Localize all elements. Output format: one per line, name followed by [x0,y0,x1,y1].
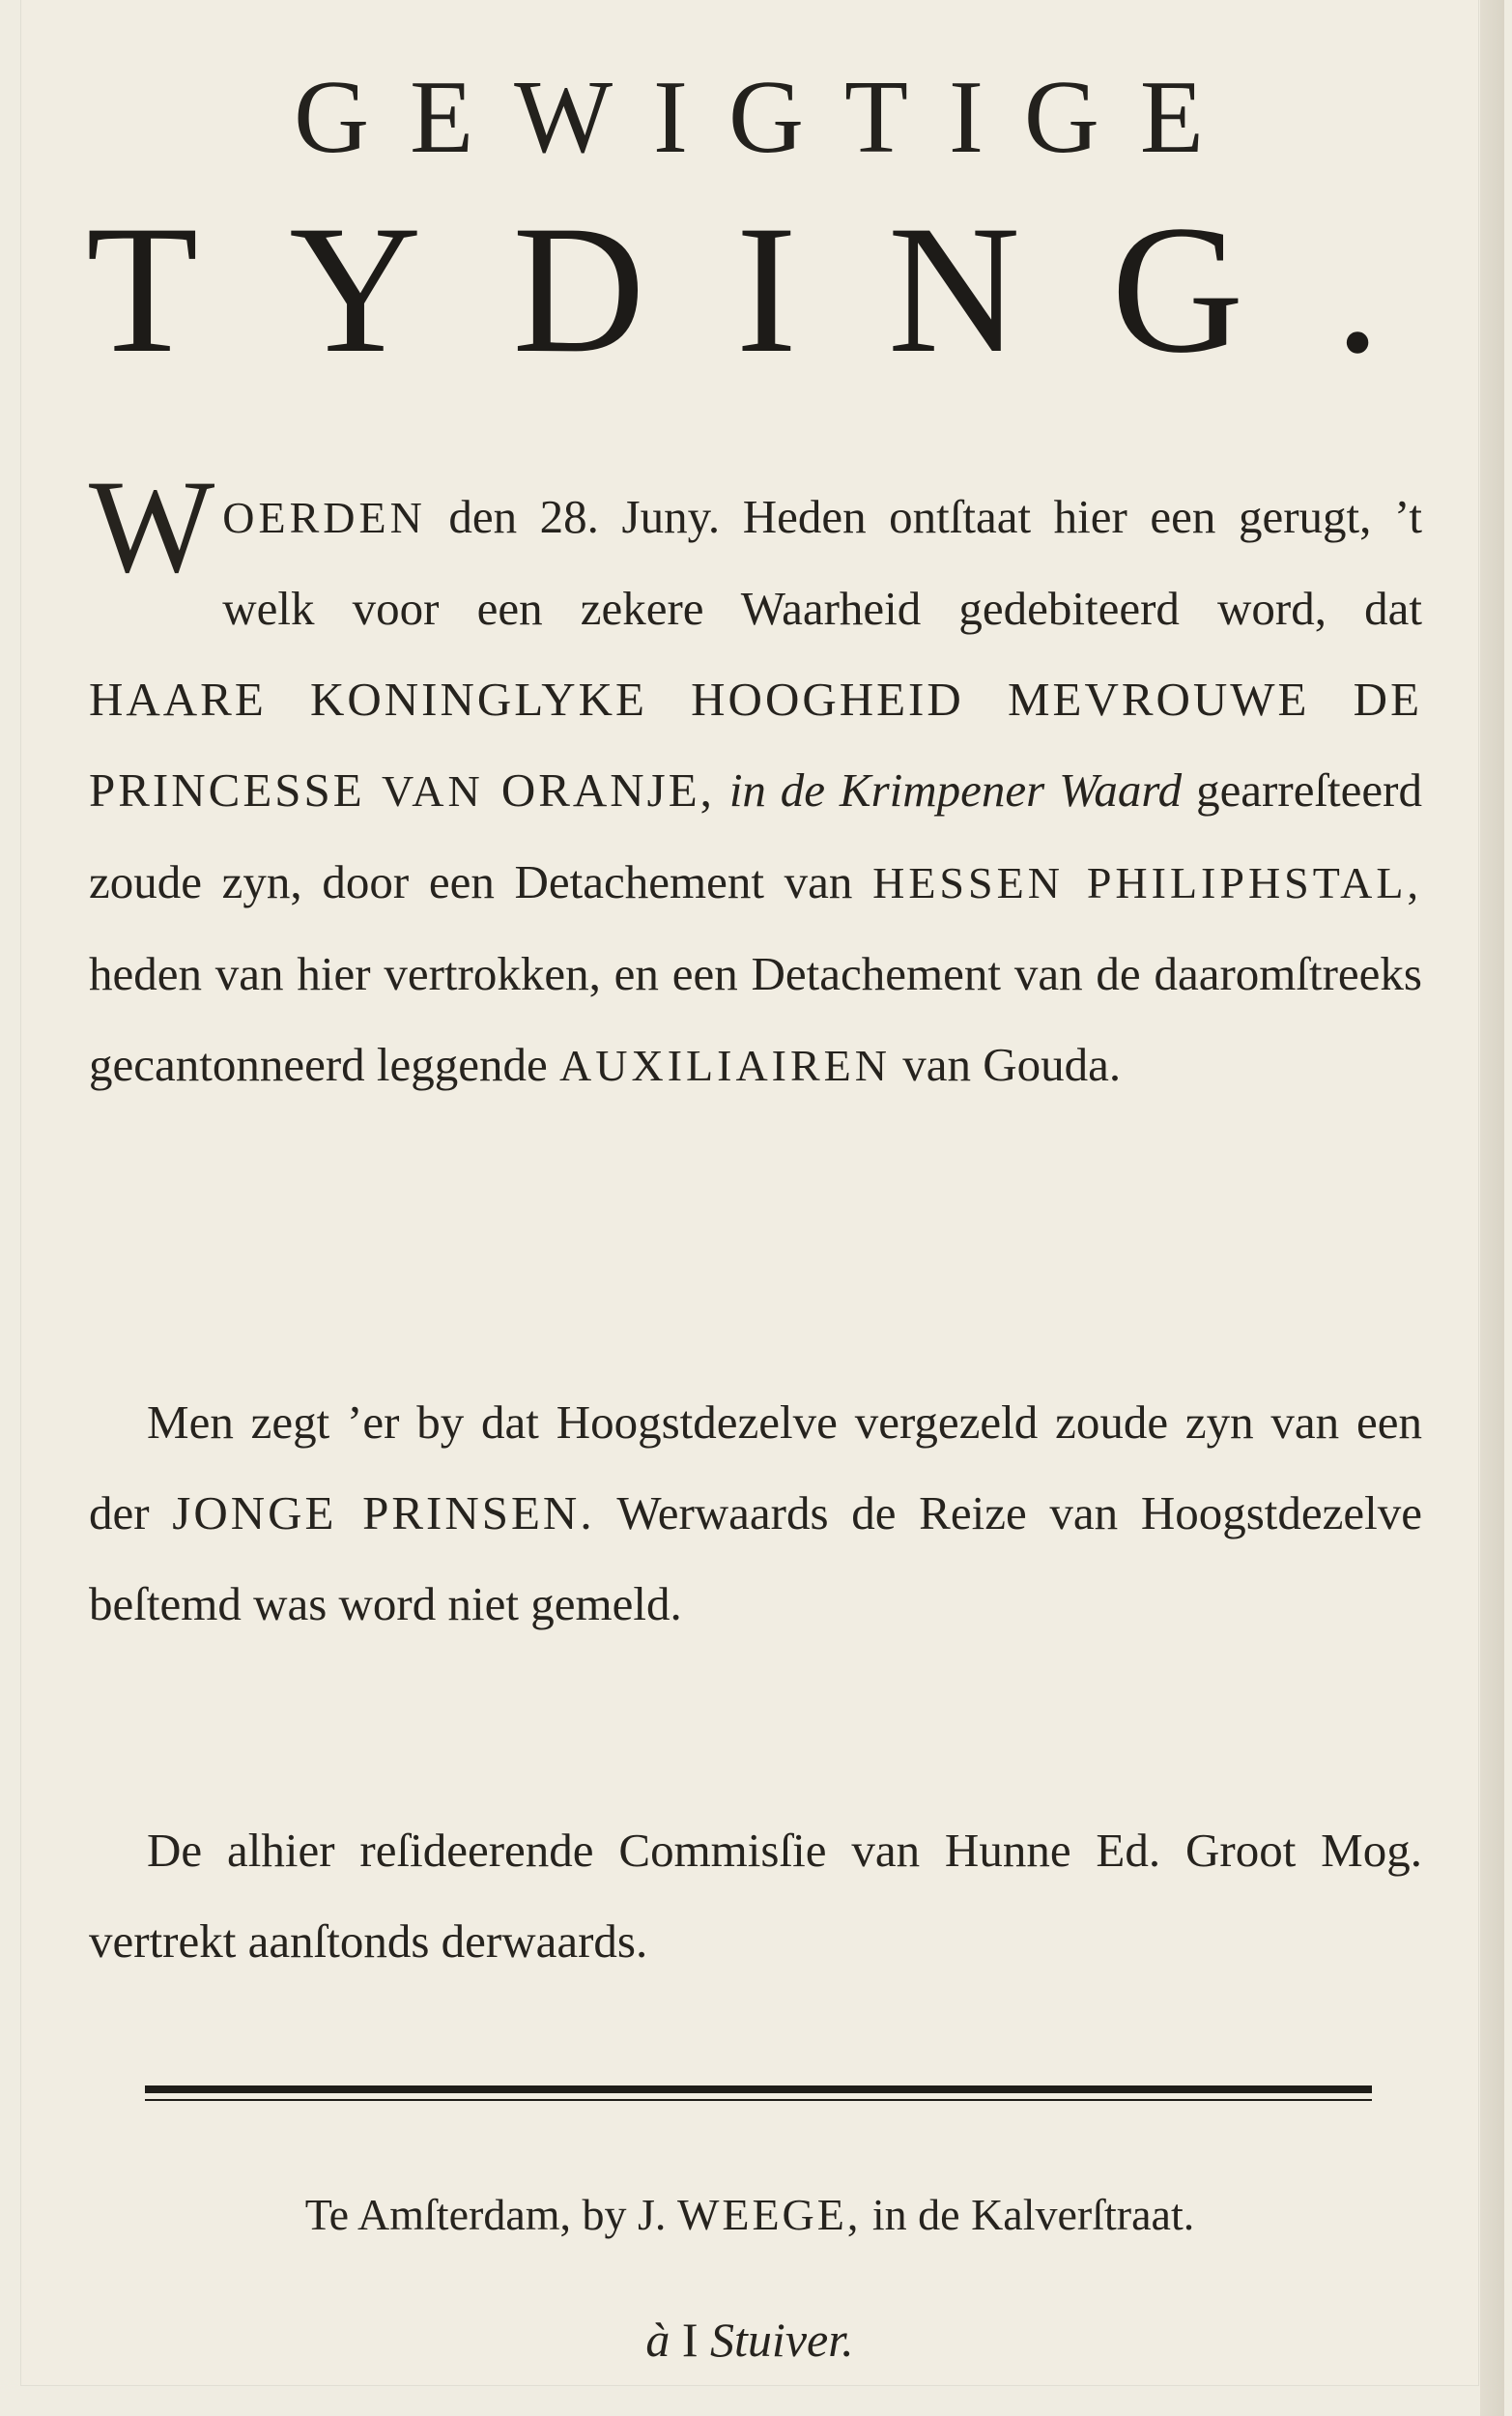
price-prefix: à [645,2313,682,2367]
paragraph-1-italic-a: in de Krimpener Waard [714,763,1183,817]
document-sheet [21,0,1478,2385]
paragraph-1-text-d: van Gouda. [890,1038,1122,1091]
price-line [21,2312,1478,2368]
paragraph-1-text-c: heden van hier vertrokken, en een Detachement van de daaromſtreeks gecantonneerd leggende [89,947,1422,1091]
paragraph-2-text-a: Men zegt ’er by dat Hoogstdezelve vergezeld zoude zyn van een der [89,1395,1422,1539]
divider-rule-thin [145,2099,1372,2101]
imprint-printer-name: WEEGE, [676,2190,862,2239]
divider-rule-thick [145,2085,1372,2093]
imprint-text-b: in de Kalverſtraat. [861,2190,1195,2239]
imprint-text-a: Te Amſterdam, by J. [304,2190,677,2239]
paragraph-1-sc-a: VAN [364,766,501,816]
paragraph-2-text-b: Werwaards de Reize van Hoogstdezelve beſtemd was word niet gemeld. [89,1486,1422,1630]
header-title-gewigtige: GEWIGTIGE [294,60,1244,175]
paragraph-1-sc-b: HESSEN PHILIPHSTAL, [872,858,1422,907]
price-unit: Stuiver. [698,2313,854,2367]
header-title-tyding: TYDING. [86,188,1471,391]
paragraph-3 [89,1805,1422,1987]
paragraph-1-caps-b: ORANJE, [500,763,715,817]
imprint-line [21,2189,1478,2240]
paragraph-3-text: De alhier reſideerende Commisſie van Hunne Ed. Groot Mog. vertrekt aanſtonds derwaards. [89,1824,1422,1968]
place-name: OERDEN [222,493,426,542]
paragraph-1-caps-a: HAARE KONINGLYKE HOOGHEID MEVROUWE DE PRINCESSE [89,673,1422,817]
paragraph-1-text-b: gearreſteerd zoude zyn, door een Detachement van [89,763,1422,908]
paragraph-1-text-a: den 28. Juny. Heden ontſtaat hier een gerugt, ’t welk voor een zekere Waarheid gedebiteerd word, dat [222,490,1422,635]
paragraph-2-caps-a: JONGE PRINSEN. [172,1486,595,1539]
paragraph-1-sc-c: AUXILIAIREN [559,1041,891,1090]
dropcap-letter: W [89,452,215,600]
paragraph-1 [89,452,1422,1111]
page-edge [1480,0,1504,2416]
price-numeral: I [681,2313,699,2367]
paragraph-2 [89,1377,1422,1650]
